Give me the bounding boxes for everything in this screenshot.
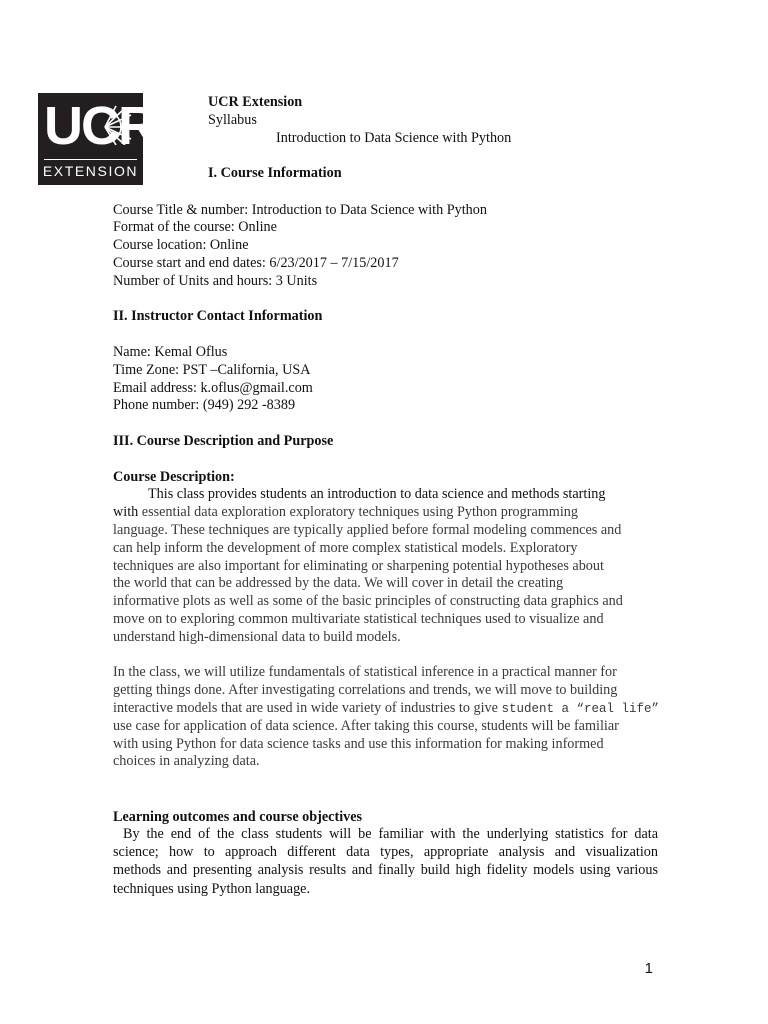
paragraph-line: the world that can be addressed by the data. We will cover in detail the creating [113, 575, 564, 592]
course-info-line: Course location: Online [113, 237, 249, 253]
org-name: UCR Extension [208, 94, 303, 110]
paragraph-word: with [113, 503, 139, 520]
paragraph-line: methods and presenting analysis results and finally build high fidelity models using various [113, 862, 658, 879]
paragraph-text: essential data exploration exploratory techniques using Python programming [141, 503, 578, 520]
paragraph-line: language. These techniques are typically applied before formal modeling commences and [113, 521, 622, 538]
ucr-extension-logo [38, 93, 155, 185]
course-info-line: Course start and end dates: 6/23/2017 – 7/15/2017 [113, 255, 399, 271]
paragraph-line: use case for application of data science. After taking this course, students will be familiar [113, 717, 619, 734]
paragraph-inline-mono: student a “real life” [501, 701, 659, 716]
instructor-phone: Phone number: (949) 292 -8389 [113, 397, 296, 413]
logo-divider [44, 159, 137, 160]
sunburst-icon [101, 105, 137, 145]
paragraph-line: understand high-dimensional data to build models. [113, 629, 401, 646]
course-title: Introduction to Data Science with Python [276, 130, 512, 146]
course-description-subheading: Course Description: [113, 469, 235, 485]
paragraph-line: techniques are also important for eliminating or sharpening potential hypotheses about [113, 557, 604, 574]
section-heading-learning-outcomes: Learning outcomes and course objectives [113, 809, 363, 825]
page-number: 1 [644, 960, 653, 977]
course-description-paragraph-1 [113, 486, 658, 647]
paragraph-line: In the class, we will utilize fundamentals of statistical inference in a practical manner for [113, 664, 617, 680]
instructor-email: Email address: k.oflus@gmail.com [113, 380, 313, 396]
paragraph-line: informative plots as well as some of the basic principles of constructing data graphics and [113, 593, 623, 610]
logo-subtitle: EXTENSION [42, 163, 139, 179]
instructor-line: Name: Kemal Oflus [113, 344, 228, 360]
paragraph-line: By the end of the class students will be familiar with the underlying statistics for data [123, 826, 658, 842]
doc-type: Syllabus [208, 112, 257, 128]
course-info-line: Number of Units and hours: 3 Units [113, 273, 318, 289]
paragraph-line: techniques using Python language. [113, 880, 311, 897]
paragraph-line: with using Python for data science tasks and use this information for making informed [113, 735, 604, 752]
paragraph-line: getting things done. After investigating correlations and trends, we will move to building [113, 681, 618, 698]
section-heading-description: III. Course Description and Purpose [113, 433, 334, 449]
paragraph-line: choices in analyzing data. [113, 753, 260, 770]
course-description-paragraph-2 [113, 664, 658, 771]
logo-wordmark: UCR [44, 96, 155, 156]
course-info-line: Course Title & number: Introduction to Data Science with Python [113, 202, 487, 218]
paragraph-line: science; how to approach different data types, appropriate analysis and visualization [113, 844, 658, 861]
paragraph-text: interactive models that are used in wide variety of industries to give [113, 699, 498, 716]
paragraph-line [113, 700, 658, 718]
paragraph-line: move on to exploring common multivariate statistical techniques used to visualize and [113, 611, 604, 628]
learning-outcomes-paragraph [113, 825, 658, 898]
course-info-line: Format of the course: Online [113, 219, 277, 235]
section-heading-instructor: II. Instructor Contact Information [113, 308, 323, 324]
instructor-line: Time Zone: PST –California, USA [113, 362, 311, 378]
paragraph-line: This class provides students an introduction to data science and methods starting [148, 486, 606, 502]
paragraph-line [113, 504, 658, 522]
paragraph-line: can help inform the development of more complex statistical models. Exploratory [113, 539, 578, 556]
section-heading-course-info: I. Course Information [208, 165, 342, 181]
